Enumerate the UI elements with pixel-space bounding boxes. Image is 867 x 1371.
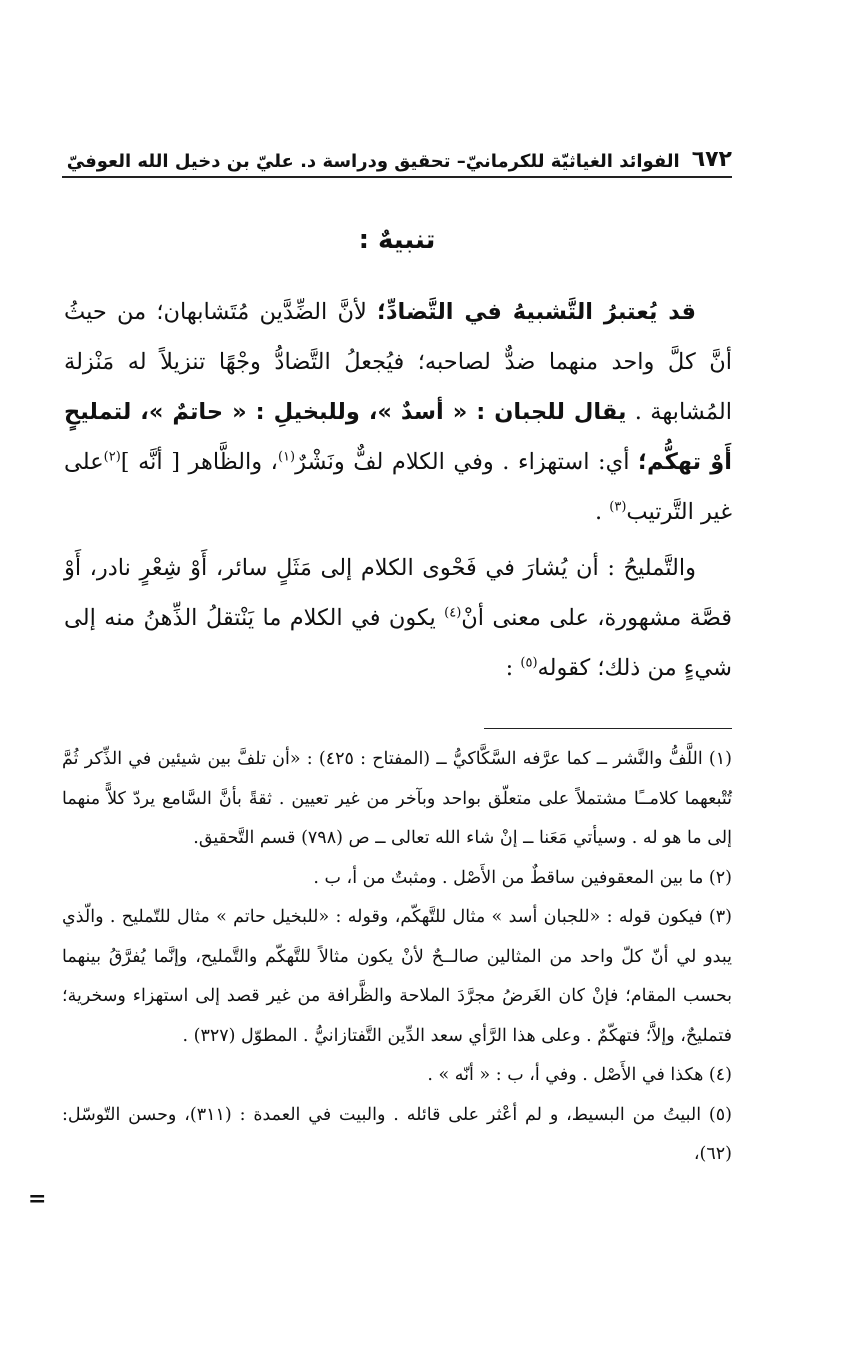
footnote-5: (٥) البيتُ من البسيط، و لم أعْثر على قائله . والبيت في العمدة : (٣١١)، وحسن التّوسّل: (٦٢)، — [62, 1104, 732, 1164]
footnote-ref[interactable]: (٢) — [103, 449, 121, 465]
footnotes — [62, 740, 732, 1175]
footnote-4: (٤) هكذا في الأَصْل . وفي أ، ب : « أنّه » . — [427, 1065, 732, 1085]
section-title: تنبيهٌ : — [358, 225, 436, 255]
continuation-mark: = — [28, 1186, 47, 1212]
page-number: ٦٧٢ — [691, 147, 732, 172]
footnote-ref[interactable]: (١) — [277, 449, 296, 465]
text-run: أي: استهزاء . وفي الكلام لفٌّ ونَشْرٌ — [295, 449, 639, 475]
bold-phrase: قد يُعتبرُ التَّشبيهُ في التَّضادِّ؛ — [377, 299, 696, 325]
text-run: يكون في الكلام ما يَنْتقلُ الذِّهنُ منه إلى شيءٍ من ذلك؛ كقوله — [64, 605, 732, 681]
text-run: : — [505, 655, 521, 681]
paragraph-2 — [64, 543, 732, 693]
footnote-1: (١) اللَّفُّ والنَّشر ــ كما عرَّفه السَّكَّاكيُّ ــ (المفتاح : ٤٢٥) : «أن تلفَّ بين شيئين في الذِّكر ثُمَّ تُتْبعهما كلامــًا مشتملاً على متعلّق بواحد وبآخر من غير تعيين . ثقةً بأنَّ السَّامع يردّ كلاًّ منهما إلى ما هو له . وسيأتي مَعَنا ــ إنْ شاء الله تعالى ــ ص (٧٩٨) قسم التَّحقيق. — [62, 749, 732, 848]
text-run: . — [594, 499, 610, 525]
footnote-2: (٢) ما بين المعقوفين ساقطٌ من الأَصْل . ومثبتٌ من أ، ب . — [313, 867, 732, 888]
paragraph-1 — [64, 287, 732, 537]
running-title: الفوائد الغياثيّة للكرمانيّ– تحقيق ودراسة د. عليّ بن دخيل الله العوفيّ — [66, 151, 680, 172]
text-run: لأنَّ الضِّدَّين مُتَشابهان؛ من حيثُ أنَّ كلَّ واحد منهما ضدٌّ لصاحبه؛ فيُجعلُ التَّضادُّ وجْهًا تنزيلاً له مَنْزلة المُشابهة . — [64, 299, 733, 425]
text-run: والتَّمليحُ : أن يُشارَ في فَحْوى الكلام إلى مَثَلٍ سائر، أَوْ شِعْرٍ نادر، أَوْ قصَّة مشهورة، على معنى أنْ — [64, 555, 733, 631]
footnote-separator — [484, 728, 732, 729]
running-header — [62, 138, 732, 178]
footnote-ref[interactable]: (٥) — [520, 655, 538, 671]
text-run: ، والظَّاهر [ أنَّه ] — [120, 449, 278, 475]
main-text — [64, 287, 732, 693]
text-run: على غير التَّرتيب — [64, 449, 732, 525]
footnote-ref[interactable]: (٣) — [609, 499, 627, 515]
footnote-3: (٣) فيكون قوله : «للجبان أسد » مثال للتَّهكّم، وقوله : «للبخيل حاتم » مثال للتّمليح . والّذي يبدو لي أنّ كلّ واحد من المثالين صالــحٌ لأنْ يكون مثالاً للتَّهكّم والتَّمليح، وإنَّما يُفرَّقُ بينهما بحسب المقام؛ فإنْ كان الغَرضُ مجرَّدَ الملاحة والظَّرافة من غير قصد إلى استهزاء وسخرية؛ فتمليحٌ، وإلاَّ؛ فتهكّمٌ . وعلى هذا الرَّأي سعد الدِّين التَّفتازانيُّ . المطوّل (٣٢٧) . — [62, 907, 732, 1046]
footnote-ref[interactable]: (٤) — [444, 605, 462, 621]
bold-phrase: يقال للجبان : « أسدٌ »، وللبخيلِ : « حاتمٌ »، لتمليحٍ أَوْ تهكُّم؛ — [64, 399, 733, 475]
